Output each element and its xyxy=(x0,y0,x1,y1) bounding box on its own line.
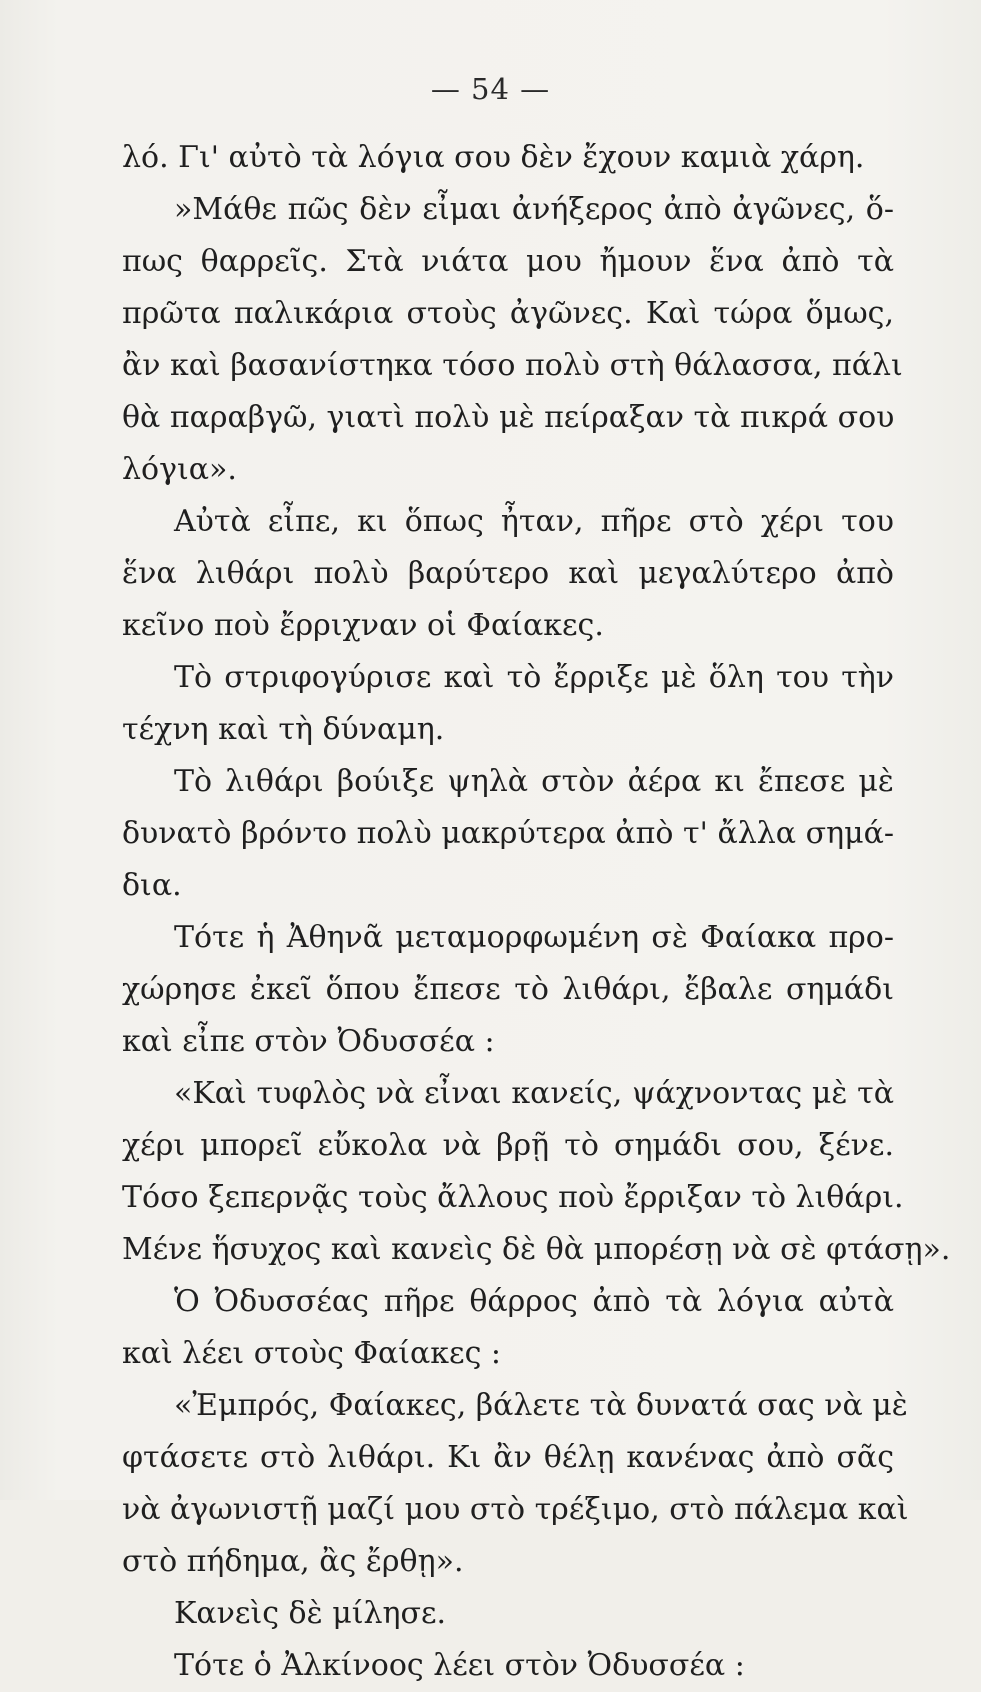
text-line: Ὁ Ὀδυσσέας πῆρε θάρρος ἀπὸ τὰ λόγια αὐτὰ xyxy=(174,1284,894,1319)
text-line: «Ἐμπρός, Φαίακες, βάλετε τὰ δυνατά σας νὰ μὲ xyxy=(174,1388,908,1423)
text-line: καὶ εἶπε στὸν Ὀδυσσέα : xyxy=(122,1024,495,1059)
text-line: Κανεὶς δὲ μίλησε. xyxy=(174,1596,447,1631)
text-line: Τόσο ξεπερνᾷς τοὺς ἄλλους ποὺ ἔρριξαν τὸ λιθάρι. xyxy=(122,1180,904,1215)
text-line: νὰ ἀγωνιστῇ μαζί μου στὸ τρέξιμο, στὸ πάλεμα καὶ xyxy=(122,1492,909,1527)
text-line: χέρι μπορεῖ εὔκολα νὰ βρῇ τὸ σημάδι σου, ξένε. xyxy=(122,1128,894,1163)
body-text xyxy=(122,132,951,1692)
text-line: Τὸ λιθάρι βούιξε ψηλὰ στὸν ἀέρα κι ἔπεσε μὲ xyxy=(174,764,894,799)
text-line: ἕνα λιθάρι πολὺ βαρύτερο καὶ μεγαλύτερο ἀπὸ xyxy=(122,556,894,591)
text-line: φτάσετε στὸ λιθάρι. Κι ἂν θέλῃ κανένας ἀπὸ σᾶς xyxy=(122,1440,894,1475)
text-line: πως θαρρεῖς. Στὰ νιάτα μου ἤμουν ἕνα ἀπὸ τὰ xyxy=(122,244,894,279)
text-line: στὸ πήδημα, ἂς ἔρθῃ». xyxy=(122,1544,464,1579)
text-line: «Καὶ τυφλὸς νὰ εἶναι κανείς, ψάχνοντας μὲ τὰ xyxy=(174,1076,894,1111)
text-line: λόγια». xyxy=(122,452,237,487)
text-line: ἂν καὶ βασανίστηκα τόσο πολὺ στὴ θάλασσα, πάλι xyxy=(122,348,903,383)
text-line: κεῖνο ποὺ ἔρριχναν οἱ Φαίακες. xyxy=(122,608,604,643)
text-line: χώρησε ἐκεῖ ὅπου ἔπεσε τὸ λιθάρι, ἔβαλε σημάδι xyxy=(122,972,894,1007)
page-number: — 54 — xyxy=(430,72,551,106)
text-line: δυνατὸ βρόντο πολὺ μακρύτερα ἀπὸ τ' ἄλλα σημά- xyxy=(122,816,894,851)
text-line: Τότε ἡ Ἀθηνᾶ μεταμορφωμένη σὲ Φαίακα προ- xyxy=(174,920,894,955)
text-line: καὶ λέει στοὺς Φαίακες : xyxy=(122,1336,502,1371)
text-line: δια. xyxy=(122,868,182,903)
text-line: Αὐτὰ εἶπε, κι ὅπως ἦταν, πῆρε στὸ χέρι του xyxy=(174,504,894,539)
text-line: Μένε ἥσυχος καὶ κανεὶς δὲ θὰ μπορέσῃ νὰ σὲ φτάσῃ». xyxy=(122,1232,951,1267)
text-line: λό. Γι' αὐτὸ τὰ λόγια σου δὲν ἔχουν καμιὰ χάρη. xyxy=(122,140,865,175)
text-line: πρῶτα παλικάρια στοὺς ἀγῶνες. Καὶ τώρα ὅμως, xyxy=(122,296,894,331)
text-line: Τὸ στριφογύρισε καὶ τὸ ἔρριξε μὲ ὅλη του τὴν xyxy=(174,660,894,695)
text-line: »Μάθε πῶς δὲν εἶμαι ἀνήξερος ἀπὸ ἀγῶνες, ὅ- xyxy=(174,192,894,227)
text-line: θὰ παραβγῶ, γιατὶ πολὺ μὲ πείραξαν τὰ πικρά σου xyxy=(122,400,895,435)
text-line: Τότε ὁ Ἀλκίνοος λέει στὸν Ὀδυσσέα : xyxy=(174,1648,745,1683)
text-line: τέχνη καὶ τὴ δύναμη. xyxy=(122,712,445,747)
